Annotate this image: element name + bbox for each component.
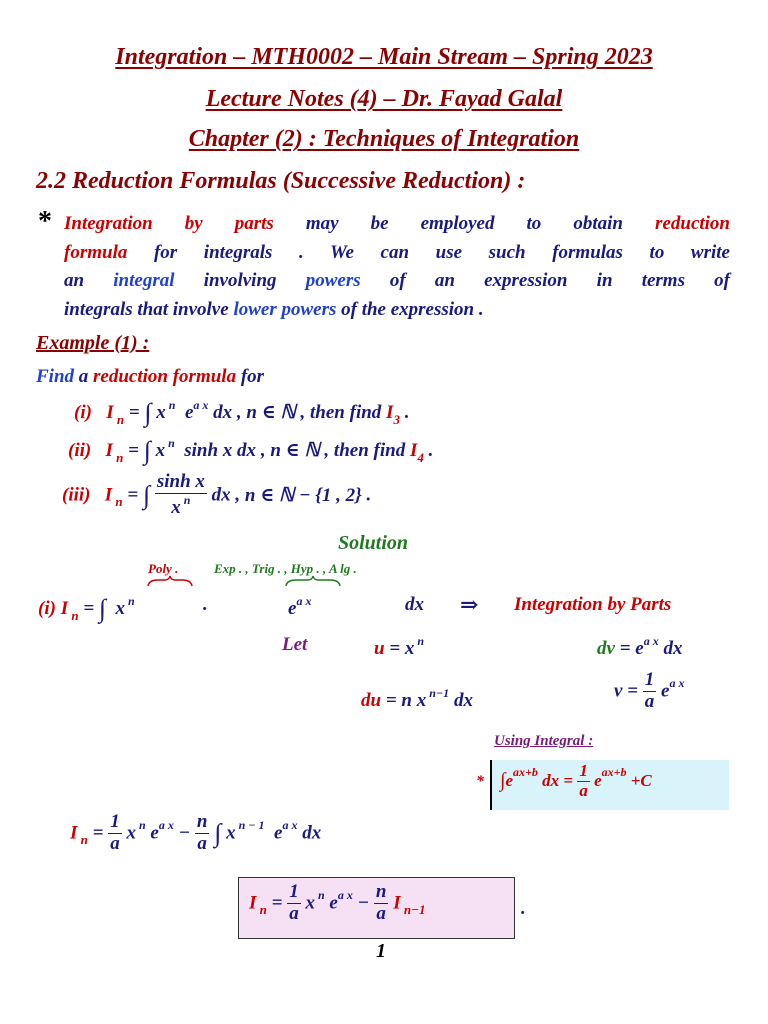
example-item-ii: (ii) I $_n$ = ∫ x $^n$ sinh x dx , n ∈ ℕ , then find $I_4$ . xyxy=(68,436,434,465)
example-item-iii: (iii) I $_n$ = ∫ $\frac{\text{sinh x}}{x ^n}$ dx , n ∈ ℕ − {1 , 2} . xyxy=(62,471,372,518)
part-i-setup: (i) I $_n$ = ∫ x $^n$ xyxy=(38,594,135,623)
dv-definition: dv = $e^{a x}$ dx xyxy=(597,634,683,659)
page-number: 1 xyxy=(376,940,386,962)
dot-separator: . xyxy=(203,594,208,615)
chapter-title: Chapter (2) : Techniques of Integration xyxy=(188,126,580,152)
section-title: 2.2 Reduction Formulas (Successive Reduction) : xyxy=(36,168,526,194)
dx-term: dx xyxy=(405,594,424,615)
integral-rule: $\int e^{ax+b}$ dx = $\frac{1}{a}$ $e^{ax+b} +C$ xyxy=(500,761,652,800)
integration-by-parts-label: Integration by Parts xyxy=(514,594,672,615)
rule-star: * xyxy=(476,773,484,790)
lecture-subtitle: Lecture Notes (4) – Dr. Fayad Galal xyxy=(205,86,563,112)
exp-factor: $e^{a x}$ xyxy=(288,594,312,619)
result-period: . xyxy=(521,898,526,919)
label-poly: Poly . xyxy=(148,561,179,576)
v-definition: v = $\frac{1}{a}$ $e^{a x}$ xyxy=(614,669,685,712)
example-title: Example (1) : xyxy=(36,332,150,354)
example-item-i: (i) I $_n$ = ∫ x $^n$ $e^{a x}$ dx , n ∈ ℕ , then find $I_3$ . xyxy=(74,398,410,427)
document-title: Integration – MTH0002 – Main Stream – Spring 2023 xyxy=(115,44,653,70)
reduction-derivation: I $_n$ = $\frac{1}{a}$ x $^n$ $e^{a x}$ − $\frac{n}{a}$ ∫ x $^{n - 1}$ $e^{a x}$ dx xyxy=(70,811,322,854)
implies-arrow: ⇒ xyxy=(460,592,479,617)
find-line: Find a reduction formula for xyxy=(36,366,265,387)
label-exp-trig-hyp: Exp . , Trig . , Hyp . , A lg . xyxy=(214,561,357,576)
bullet-star: * xyxy=(38,206,52,237)
let-label: Let xyxy=(282,634,308,655)
u-definition: u = x $^n$ xyxy=(374,634,425,659)
intro-paragraph: Integration by parts may be employed to obtain reduction formula for integrals . We can use such formulas to write an integral involving powers of an expression in terms of integrals that involve lower powers of the expression . xyxy=(64,213,730,320)
reduction-formula-result: I $_n$ = $\frac{1}{a}$ x $^n$ $e^{a x}$ − $\frac{n}{a}$ I $_{n-1}$ xyxy=(249,881,426,924)
du-definition: du = n x $^{n-1}$ dx xyxy=(361,686,473,711)
solution-heading: Solution xyxy=(338,532,409,554)
using-integral-label: Using Integral : xyxy=(494,733,594,749)
brace-marks xyxy=(146,574,346,590)
